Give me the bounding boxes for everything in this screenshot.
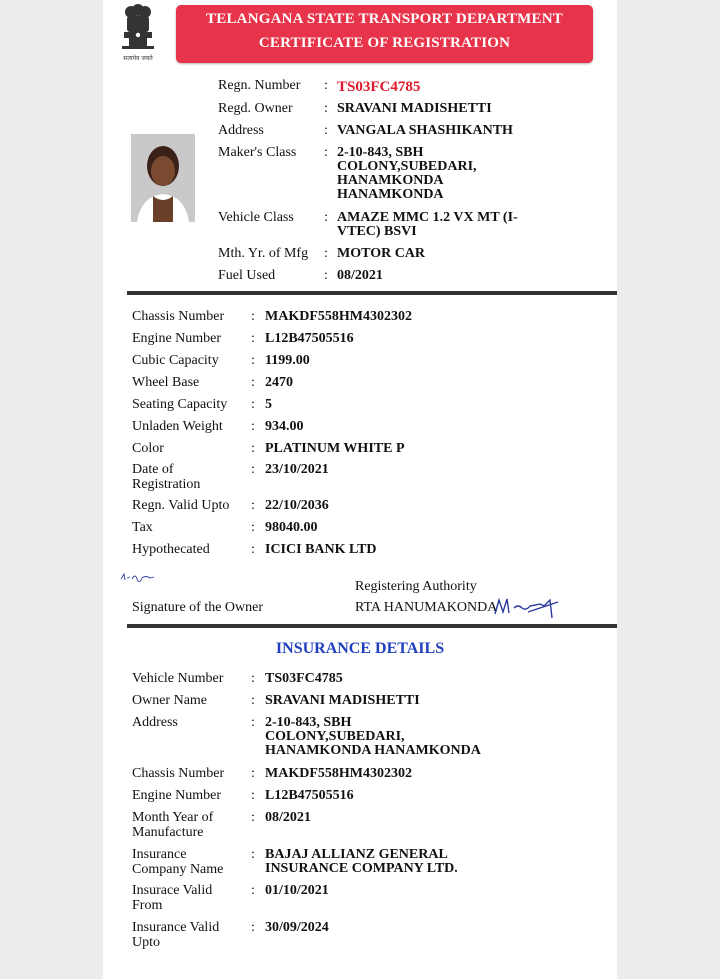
value-makers-class-line3: HANAMKONDA [337, 173, 444, 188]
label-ins-month-year-line1: Month Year of [132, 810, 214, 825]
label-date-of-registration-line1: Date of [132, 462, 174, 477]
label-ins-address: Address [132, 715, 178, 730]
emblem-caption: सत्यमेव जयते [123, 55, 153, 62]
label-chassis-number: Chassis Number [132, 309, 225, 324]
value-color: PLATINUM WHITE P [265, 441, 405, 456]
label-ins-valid-from-line2: From [132, 898, 163, 913]
rta-office-label: RTA HANUMAKONDA [355, 600, 498, 615]
value-ins-address-line3: HANAMKONDA HANAMKONDA [265, 743, 481, 758]
value-makers-class-line1: 2-10-843, SBH [337, 145, 424, 160]
value-mth-yr-mfg: MOTOR CAR [337, 246, 426, 261]
value-chassis-number: MAKDF558HM4302302 [265, 309, 412, 324]
colon: : [251, 462, 255, 477]
value-tax: 98040.00 [265, 520, 318, 535]
value-ins-company-line1: BAJAJ ALLIANZ GENERAL [265, 847, 448, 862]
colon: : [324, 145, 328, 160]
label-ins-owner-name: Owner Name [132, 693, 208, 708]
authority-signature-icon [492, 594, 562, 622]
section-divider [127, 624, 617, 628]
value-hypothecated: ICICI BANK LTD [265, 542, 377, 557]
label-regn-number: Regn. Number [218, 78, 301, 93]
value-seating-capacity: 5 [265, 397, 272, 412]
label-ins-vehicle-number: Vehicle Number [132, 671, 224, 686]
insurance-title: INSURANCE DETAILS [275, 640, 445, 657]
owner-photo [131, 134, 195, 222]
value-ins-valid-from: 01/10/2021 [265, 883, 329, 898]
label-seating-capacity: Seating Capacity [132, 397, 228, 412]
label-hypothecated: Hypothecated [132, 542, 210, 557]
label-regn-valid-upto: Regn. Valid Upto [132, 498, 230, 513]
label-mth-yr-mfg: Mth. Yr. of Mfg [218, 246, 309, 261]
colon: : [251, 353, 255, 368]
colon: : [251, 331, 255, 346]
label-ins-chassis-number: Chassis Number [132, 766, 225, 781]
colon: : [324, 246, 328, 261]
label-vehicle-class: Vehicle Class [218, 210, 294, 225]
value-cubic-capacity: 1199.00 [265, 353, 310, 368]
colon: : [251, 671, 255, 686]
label-ins-valid-upto-line1: Insurance Valid [132, 920, 220, 935]
value-ins-month-year: 08/2021 [265, 810, 311, 825]
value-ins-owner-name: SRAVANI MADISHETTI [265, 693, 420, 708]
value-ins-valid-upto: 30/09/2024 [265, 920, 329, 935]
label-engine-number: Engine Number [132, 331, 222, 346]
value-address: VANGALA SHASHIKANTH [337, 123, 513, 138]
label-ins-company-line1: Insurance [132, 847, 187, 862]
owner-signature-label: Signature of the Owner [132, 600, 264, 615]
value-regn-number: TS03FC4785 [337, 79, 421, 95]
value-regd-owner: SRAVANI MADISHETTI [337, 101, 492, 116]
section-divider [127, 291, 617, 295]
colon: : [251, 419, 255, 434]
value-ins-engine-number: L12B47505516 [265, 788, 354, 803]
value-ins-address-line1: 2-10-843, SBH [265, 715, 352, 730]
value-ins-company-line2: INSURANCE COMPANY LTD. [265, 861, 458, 876]
label-ins-engine-number: Engine Number [132, 788, 222, 803]
label-ins-valid-from-line1: Insurace Valid [132, 883, 213, 898]
colon: : [251, 309, 255, 324]
label-ins-valid-upto-line2: Upto [132, 935, 160, 950]
value-engine-number: L12B47505516 [265, 331, 354, 346]
label-cubic-capacity: Cubic Capacity [132, 353, 219, 368]
value-unladen-weight: 934.00 [265, 419, 304, 434]
label-regd-owner: Regd. Owner [218, 101, 293, 116]
colon: : [251, 693, 255, 708]
owner-signature-icon [120, 572, 156, 582]
label-ins-company-line2: Company Name [132, 862, 224, 877]
label-tax: Tax [132, 520, 153, 535]
label-makers-class: Maker's Class [218, 145, 297, 160]
label-ins-month-year-line2: Manufacture [132, 825, 204, 840]
colon: : [251, 715, 255, 730]
colon: : [251, 847, 255, 862]
label-wheel-base: Wheel Base [132, 375, 200, 390]
colon: : [324, 268, 328, 283]
value-fuel-used: 08/2021 [337, 268, 383, 283]
colon: : [251, 883, 255, 898]
value-ins-vehicle-number: TS03FC4785 [265, 671, 343, 686]
header-title-line1: TELANGANA STATE TRANSPORT DEPARTMENT [206, 11, 563, 27]
colon: : [251, 441, 255, 456]
value-ins-chassis-number: MAKDF558HM4302302 [265, 766, 412, 781]
label-fuel-used: Fuel Used [218, 268, 276, 283]
colon: : [324, 210, 328, 225]
colon: : [324, 123, 328, 138]
registering-authority-label: Registering Authority [355, 579, 477, 594]
label-date-of-registration-line2: Registration [132, 477, 201, 492]
label-color: Color [132, 441, 164, 456]
colon: : [251, 788, 255, 803]
colon: : [251, 375, 255, 390]
colon: : [251, 810, 255, 825]
owner-photo-icon [131, 134, 195, 222]
colon: : [251, 920, 255, 935]
value-regn-valid-upto: 22/10/2036 [265, 498, 329, 513]
value-makers-class-line4: HANAMKONDA [337, 187, 444, 202]
value-makers-class-line2: COLONY,SUBEDARI, [337, 159, 477, 174]
label-unladen-weight: Unladen Weight [132, 419, 223, 434]
value-ins-address-line2: COLONY,SUBEDARI, [265, 729, 405, 744]
colon: : [251, 542, 255, 557]
colon: : [251, 498, 255, 513]
header-title-line2: CERTIFICATE OF REGISTRATION [258, 35, 511, 51]
colon: : [324, 101, 328, 116]
header-banner [176, 5, 593, 63]
state-emblem-icon [118, 2, 158, 62]
value-date-of-registration: 23/10/2021 [265, 462, 329, 477]
colon: : [251, 766, 255, 781]
value-wheel-base: 2470 [265, 375, 293, 390]
value-vehicle-class-line2: VTEC) BSVI [337, 224, 417, 239]
value-vehicle-class-line1: AMAZE MMC 1.2 VX MT (I- [337, 210, 518, 225]
colon: : [324, 78, 328, 93]
label-address: Address [218, 123, 264, 138]
colon: : [251, 397, 255, 412]
colon: : [251, 520, 255, 535]
